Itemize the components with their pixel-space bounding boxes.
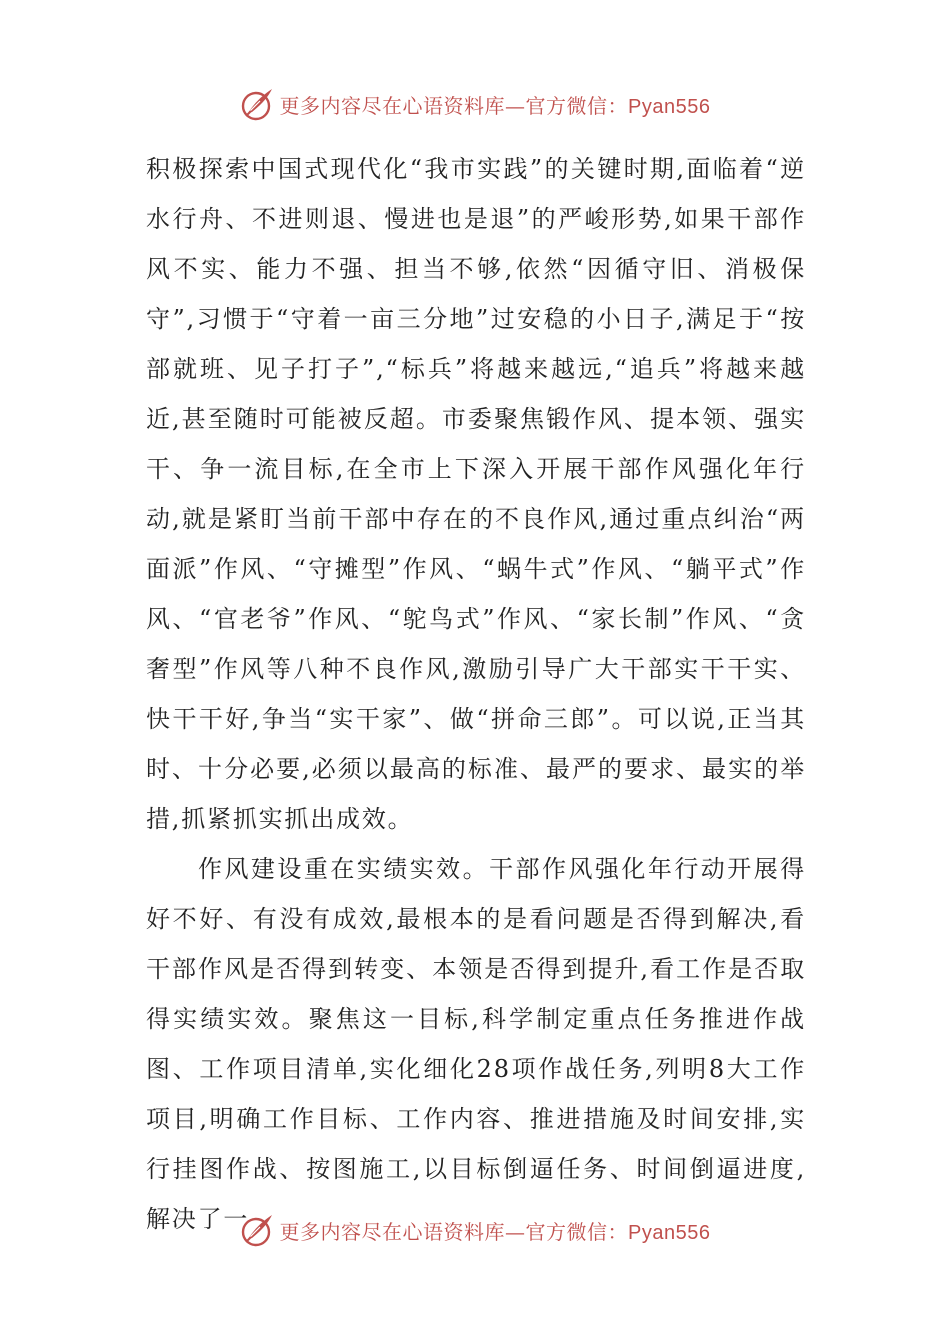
body-paragraph-1: 积极探索中国式现代化“我市实践”的关键时期,面临着“逆水行舟、不进则退、慢进也是退”的严峻形势,如果干部作风不实、能力不强、担当不够,依然“因循守旧、消极保守”,习惯于“守着一亩三分地”过安稳的小日子,满足于“按部就班、见子打子”,“标兵”将越来越远,“追兵”将越来越近,甚至随时可能被反超。市委聚焦锻作风、提本领、强实干、争一流目标,在全市上下深入开展干部作风强化年行动,就是紧盯当前干部中存在的不良作风,通过重点纠治“两面派”作风、“守摊型”作风、“蜗牛式”作风、“躺平式”作风、“官老爷”作风、“鸵鸟式”作风、“家长制”作风、“贪奢型”作风等八种不良作风,激励引导广大干部实干干实、快干干好,争当“实干家”、做“拼命三郎”。可以说,正当其时、十分必要,必须以最高的标准、最严的要求、最实的举措,抓紧抓实抓出成效。 xyxy=(146,155,806,833)
footer-banner-text: 更多内容尽在心语资料库—官方微信：Pyan556 xyxy=(279,1219,711,1244)
footer-banner xyxy=(0,1208,950,1252)
footer-wechat-id: Pyan556 xyxy=(628,1221,711,1244)
body-paragraph-2: 作风建设重在实绩实效。干部作风强化年行动开展得好不好、有没有成效,最根本的是看问题是否得到解决,看干部作风是否得到转变、本领是否得到提升,看工作是否取得实绩实效。聚焦这一目标,科学制定重点任务推进作战图、工作项目清单,实化细化28项作战任务,列明8大工作项目,明确工作目标、工作内容、推进措施及时间安排,实行挂图作战、按图施工,以目标倒逼任务、时间倒逼进度,解决了一 xyxy=(146,855,806,1233)
quill-pen-logo-icon xyxy=(240,86,276,122)
header-wechat-id: Pyan556 xyxy=(628,95,711,118)
header-banner-text: 更多内容尽在心语资料库—官方微信：Pyan556 xyxy=(279,93,711,118)
header-banner xyxy=(0,82,950,126)
document-body xyxy=(146,144,806,1244)
quill-pen-logo-icon xyxy=(240,1212,276,1248)
